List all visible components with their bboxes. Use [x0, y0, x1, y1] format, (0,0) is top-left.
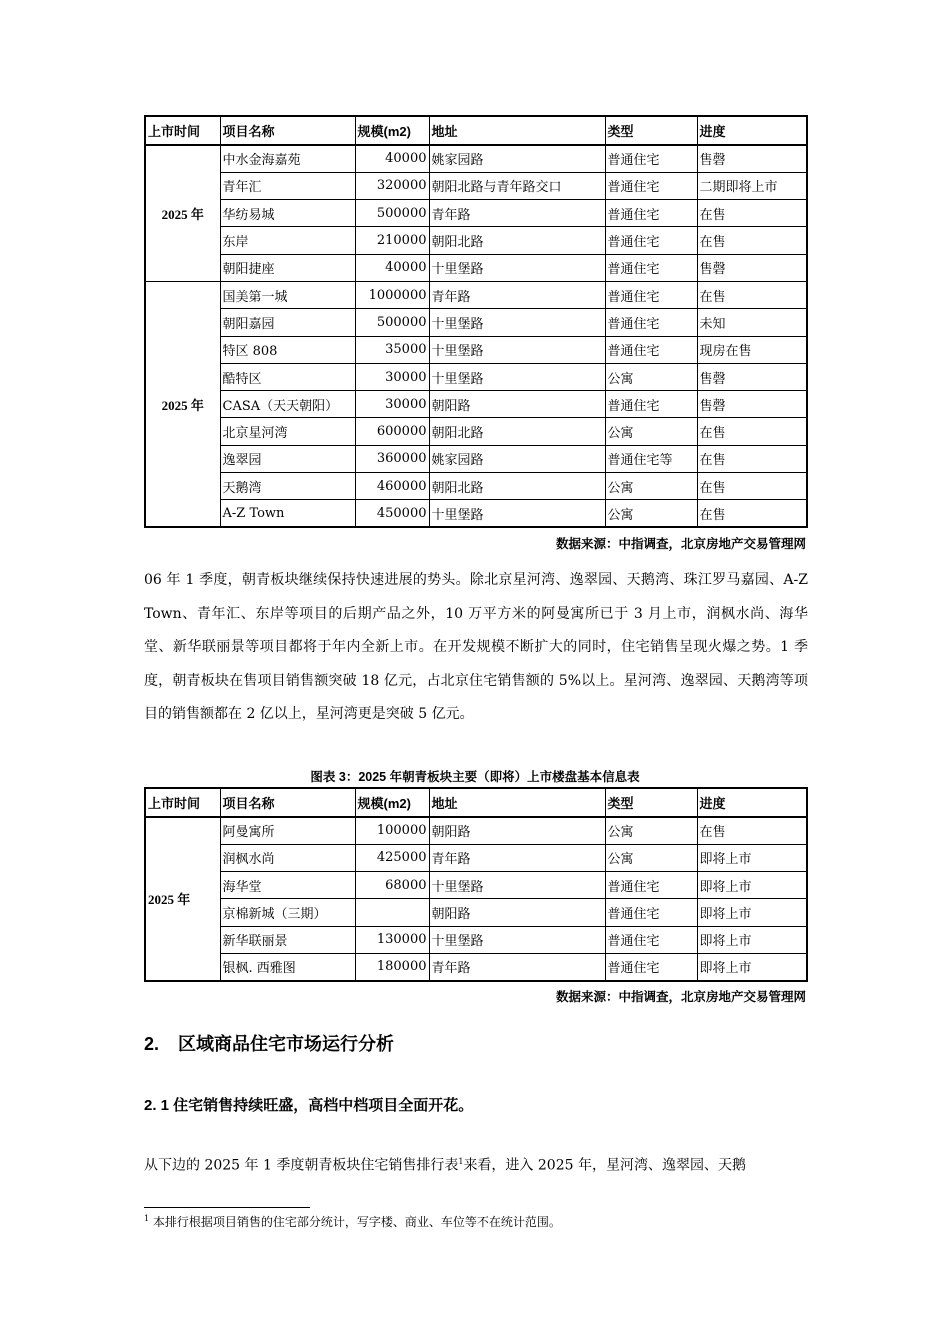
- footnote-mark: 1: [144, 1214, 150, 1223]
- year-cell: 2025 年: [145, 281, 220, 527]
- project-name-cell: 北京星河湾: [220, 418, 355, 445]
- footnote-text: 本排行根据项目销售的住宅部分统计，写字楼、商业、车位等不在统计范围。: [149, 1215, 561, 1229]
- address-cell: 朝阳北路与青年路交口: [429, 172, 605, 199]
- type-cell: 普通住宅: [605, 200, 697, 227]
- address-cell: 青年路: [429, 953, 605, 980]
- project-name-cell: 逸翠园: [220, 445, 355, 472]
- address-cell: 朝阳北路: [429, 227, 605, 254]
- type-cell: 公寓: [605, 844, 697, 871]
- table-row: [145, 336, 807, 363]
- progress-cell: 即将上市: [697, 953, 807, 980]
- address-cell: 青年路: [429, 281, 605, 308]
- progress-cell: 在售: [697, 281, 807, 308]
- table2-caption: 图表 3：2025 年朝青板块主要（即将）上市楼盘基本信息表: [310, 770, 640, 784]
- type-cell: 普通住宅: [605, 145, 697, 172]
- scale-cell: 100000: [355, 817, 429, 844]
- address-cell: 十里堡路: [429, 336, 605, 363]
- year-cell: 2025 年: [145, 145, 220, 281]
- progress-cell: 未知: [697, 309, 807, 336]
- scale-cell: 320000: [355, 172, 429, 199]
- section-heading: [144, 1030, 394, 1056]
- project-name-cell: 中水金海嘉苑: [220, 145, 355, 172]
- project-name-cell: CASA（天天朝阳）: [220, 391, 355, 418]
- scale-cell: 35000: [355, 336, 429, 363]
- project-name-cell: 海华堂: [220, 872, 355, 899]
- table-header-row: [145, 788, 807, 817]
- header-cell: 项目名称: [220, 788, 355, 817]
- body-paragraph: 06 年 1 季度，朝青板块继续保持快速进展的势头。除北京星河湾、逸翠园、天鹅湾、珠江罗马嘉园、A-Z Town、青年汇、东岸等项目的后期产品之外，10 万平方米的阿曼寓所已于 3 月上市，润枫水尚、海华堂、新华联丽景等项目都将于年内全新上市。在开发规模不断扩大的同时，住宅销售呈现火爆之势。1 季度，朝青板块在售项目销售额突破 18 亿元，占北京住宅销售额的 5%以上。星河湾、逸翠园、天鹅湾等项目的销售额都在 2 亿以上，星河湾更是突破 5 亿元。: [144, 572, 808, 723]
- project-name-cell: 东岸: [220, 227, 355, 254]
- scale-cell: 500000: [355, 309, 429, 336]
- address-cell: 十里堡路: [429, 500, 605, 527]
- project-name-cell: 华纺易城: [220, 200, 355, 227]
- scale-cell: [355, 899, 429, 926]
- scale-cell: 600000: [355, 418, 429, 445]
- header-cell: 进度: [697, 788, 807, 817]
- progress-cell: 在售: [697, 200, 807, 227]
- type-cell: 公寓: [605, 473, 697, 500]
- type-cell: 普通住宅: [605, 926, 697, 953]
- type-cell: 普通住宅: [605, 899, 697, 926]
- type-cell: 普通住宅等: [605, 445, 697, 472]
- address-cell: 姚家园路: [429, 445, 605, 472]
- project-name-cell: 朝阳捷座: [220, 254, 355, 281]
- project-name-cell: 朝阳嘉园: [220, 309, 355, 336]
- type-cell: 普通住宅: [605, 309, 697, 336]
- address-cell: 十里堡路: [429, 254, 605, 281]
- scale-cell: 130000: [355, 926, 429, 953]
- table-row: [145, 953, 807, 980]
- project-name-cell: 新华联丽景: [220, 926, 355, 953]
- project-name-cell: 天鹅湾: [220, 473, 355, 500]
- header-cell: 上市时间: [145, 788, 220, 817]
- address-cell: 朝阳路: [429, 817, 605, 844]
- project-name-cell: 阿曼寓所: [220, 817, 355, 844]
- project-name-cell: 京棉新城（三期）: [220, 899, 355, 926]
- scale-cell: 460000: [355, 473, 429, 500]
- table-row: [145, 281, 807, 308]
- scale-cell: 180000: [355, 953, 429, 980]
- header-cell: 上市时间: [145, 116, 220, 145]
- header-cell: 类型: [605, 788, 697, 817]
- address-cell: 朝阳路: [429, 899, 605, 926]
- address-cell: 十里堡路: [429, 363, 605, 390]
- header-cell: 项目名称: [220, 116, 355, 145]
- progress-cell: 在售: [697, 227, 807, 254]
- scale-cell: 30000: [355, 363, 429, 390]
- scale-cell: 210000: [355, 227, 429, 254]
- type-cell: 普通住宅: [605, 172, 697, 199]
- table-row: [145, 445, 807, 472]
- progress-cell: 即将上市: [697, 899, 807, 926]
- scale-cell: 450000: [355, 500, 429, 527]
- year-cell: 2025 年: [145, 817, 220, 981]
- table1-source: 数据来源：中指调查，北京房地产交易管理网: [555, 537, 806, 551]
- body-paragraph-2: [144, 1145, 808, 1183]
- address-cell: 十里堡路: [429, 926, 605, 953]
- table-header-row: [145, 116, 807, 145]
- section-title: 区域商品住宅市场运行分析: [178, 1034, 394, 1054]
- footnote: [144, 1213, 561, 1230]
- scale-cell: 425000: [355, 844, 429, 871]
- type-cell: 普通住宅: [605, 872, 697, 899]
- table-row: [145, 500, 807, 527]
- project-name-cell: 青年汇: [220, 172, 355, 199]
- progress-cell: 二期即将上市: [697, 172, 807, 199]
- scale-cell: 500000: [355, 200, 429, 227]
- project-table-2: [144, 787, 808, 982]
- header-cell: 类型: [605, 116, 697, 145]
- scale-cell: 40000: [355, 145, 429, 172]
- subsection-heading: 2. 1 住宅销售持续旺盛，高档中档项目全面开花。: [144, 1097, 474, 1114]
- table-row: [145, 309, 807, 336]
- address-cell: 青年路: [429, 200, 605, 227]
- table-row: [145, 172, 807, 199]
- paragraph-text: 从下边的 2025 年 1 季度朝青板块住宅销售排行表: [144, 1157, 459, 1174]
- progress-cell: 即将上市: [697, 926, 807, 953]
- type-cell: 普通住宅: [605, 254, 697, 281]
- scale-cell: 40000: [355, 254, 429, 281]
- progress-cell: 即将上市: [697, 844, 807, 871]
- table-row: [145, 227, 807, 254]
- type-cell: 普通住宅: [605, 281, 697, 308]
- table-row: [145, 391, 807, 418]
- progress-cell: 现房在售: [697, 336, 807, 363]
- progress-cell: 售磬: [697, 145, 807, 172]
- header-cell: 地址: [429, 116, 605, 145]
- footnote-ref[interactable]: 1: [458, 1157, 464, 1166]
- project-name-cell: 特区 808: [220, 336, 355, 363]
- type-cell: 公寓: [605, 500, 697, 527]
- table-row: [145, 254, 807, 281]
- progress-cell: 在售: [697, 473, 807, 500]
- project-name-cell: 润枫水尚: [220, 844, 355, 871]
- type-cell: 普通住宅: [605, 953, 697, 980]
- table-row: [145, 418, 807, 445]
- project-name-cell: 酷特区: [220, 363, 355, 390]
- section-number: 2.: [144, 1034, 160, 1054]
- type-cell: 公寓: [605, 418, 697, 445]
- paragraph-text: 来看，进入 2025 年，星河湾、逸翠园、天鹅: [463, 1157, 746, 1174]
- type-cell: 普通住宅: [605, 336, 697, 363]
- progress-cell: 即将上市: [697, 872, 807, 899]
- project-table-1: [144, 115, 808, 528]
- table-row: [145, 363, 807, 390]
- address-cell: 十里堡路: [429, 309, 605, 336]
- type-cell: 普通住宅: [605, 227, 697, 254]
- address-cell: 朝阳北路: [429, 473, 605, 500]
- table-row: [145, 145, 807, 172]
- table-row: [145, 872, 807, 899]
- header-cell: 规模(m2): [355, 788, 429, 817]
- progress-cell: 售磬: [697, 363, 807, 390]
- address-cell: 十里堡路: [429, 872, 605, 899]
- address-cell: 姚家园路: [429, 145, 605, 172]
- scale-cell: 30000: [355, 391, 429, 418]
- table-row: [145, 844, 807, 871]
- header-cell: 地址: [429, 788, 605, 817]
- address-cell: 朝阳路: [429, 391, 605, 418]
- table-row: [145, 473, 807, 500]
- table-row: [145, 899, 807, 926]
- progress-cell: 在售: [697, 418, 807, 445]
- progress-cell: 在售: [697, 445, 807, 472]
- table2-source: 数据来源：中指调查，北京房地产交易管理网: [555, 990, 806, 1004]
- table-row: [145, 200, 807, 227]
- type-cell: 普通住宅: [605, 391, 697, 418]
- address-cell: 朝阳北路: [429, 418, 605, 445]
- scale-cell: 360000: [355, 445, 429, 472]
- project-name-cell: 银枫. 西雅图: [220, 953, 355, 980]
- type-cell: 公寓: [605, 817, 697, 844]
- address-cell: 青年路: [429, 844, 605, 871]
- header-cell: 进度: [697, 116, 807, 145]
- progress-cell: 在售: [697, 500, 807, 527]
- project-name-cell: 国美第一城: [220, 281, 355, 308]
- footnote-rule: [144, 1207, 310, 1208]
- table-row: [145, 817, 807, 844]
- header-cell: 规模(m2): [355, 116, 429, 145]
- progress-cell: 在售: [697, 817, 807, 844]
- project-name-cell: A-Z Town: [220, 500, 355, 527]
- scale-cell: 1000000: [355, 281, 429, 308]
- table-row: [145, 926, 807, 953]
- progress-cell: 售磬: [697, 254, 807, 281]
- type-cell: 公寓: [605, 363, 697, 390]
- progress-cell: 售磬: [697, 391, 807, 418]
- scale-cell: 68000: [355, 872, 429, 899]
